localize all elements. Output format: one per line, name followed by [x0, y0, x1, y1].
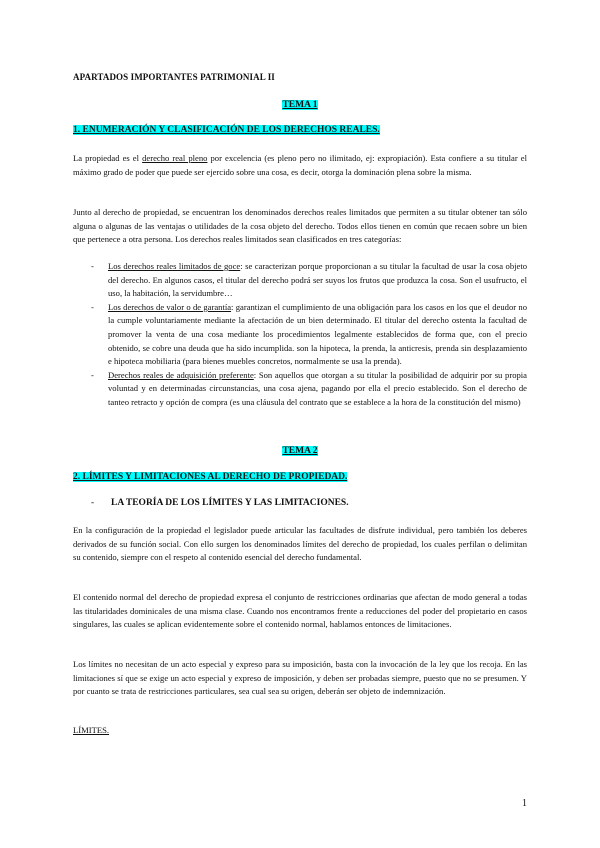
paragraph-configuracion: En la configuración de la propiedad el legislador puede articular las facultades de disfrute individual, pero también los deberes derivados de su función social. Con ello surgen los denominados límites del derecho de propiedad, los cuales perfilan o delimitan su contenido, siempre con el respeto al contenido esencial del derecho fundamental. — [73, 525, 527, 563]
paragraph-propiedad: La propiedad es el derecho real pleno por excelencia (es pleno pero no ilimitado, ej: expropiación). Esta confiere a su titular el máximo grado de poder que puede ser ejercido sobre una cosa, es decir, otorga la dominación plena sobre la misma. — [73, 153, 527, 177]
section-2-heading: 2. LÍMITES Y LIMITACIONES AL DERECHO DE PROPIEDAD. — [73, 472, 348, 482]
document-title: APARTADOS IMPORTANTES PATRIMONIAL II — [73, 72, 275, 82]
rights-list — [91, 260, 527, 410]
tema-2-heading: TEMA 2 — [282, 446, 318, 456]
paragraph-derechos-limitados: Junto al derecho de propiedad, se encuentran los denominados derechos reales limitados que permiten a su titular obtener tan sólo alguna o algunas de las ventajas o utilidades de la cosa objeto del derecho. Todos ellos tienen en común que recaen sobre un bien que pertenece a otra persona. Los derechos reales limitados sean clasificados en tres categorías: — [73, 207, 527, 245]
paragraph-contenido-normal: El contenido normal del derecho de propiedad expresa el conjunto de restricciones ordinarias que afectan de modo general a todas las titularidades dominicales de una misma clase. Cuando nos encontramos frente a reducciones del poder del propietario en casos singulares, las cuales se aplican evidentemente sobre el contenido normal, hablamos entonces de limitaciones. — [73, 592, 527, 630]
page-number: 1 — [522, 798, 527, 809]
limites-heading: LÍMITES. — [73, 725, 110, 735]
list-item: - Los derechos de valor o de garantía: garantizan el cumplimiento de una obligación para los casos en los que el deudor no la cumple voluntariamente mediante la afectación de un bien determinado. El titular del derecho ostenta la facultad de promover la venta de una cosa mediante los procedimientos legalmente establecidos de forma que, con el precio obtenido, se cobre una deuda que ha sido incumplida. son la hipoteca, la prenda, la anticresis, prenda sin desplazamiento e hipoteca mobiliaria (para bienes muebles concretos, normalmente se usa la prenda). — [91, 301, 527, 369]
paragraph-limites: Los límites no necesitan de un acto especial y expreso para su imposición, basta con la invocación de la ley que los recoja. En las limitaciones sí que se exige un acto especial y expreso de imposición, y deben ser probadas siempre, puesto que no se presumen. Y por cuanto se trata de restricciones particulares, sea cual sea su origen, deberán ser objeto de indemnización. — [73, 659, 527, 697]
subheading-teoria: - LA TEORÍA DE LOS LÍMITES Y LAS LIMITACIONES. — [91, 498, 349, 508]
list-item: - Derechos reales de adquisición preferente: Son aquellos que otorgan a su titular la posibilidad de adquirir por su propia voluntad y en determinadas circunstancias, una cosa ajena, pagando por ella el precio establecido. Son el derecho de tanteo retracto y opción de compra (es una cláusula del contrato que se establece a la hora de la constitución del mismo) — [91, 369, 527, 410]
section-1-heading: 1. ENUMERACIÓN Y CLASIFICACIÓN DE LOS DERECHOS REALES. — [73, 125, 380, 135]
list-item: - Los derechos reales limitados de goce: se caracterizan porque proporcionan a su titular la facultad de usar la cosa objeto del derecho. En algunos casos, el titular del derecho podrá ser suyos los frutos que produzca la cosa. Son el usufructo, el uso, la habitación, la servidumbre… — [91, 260, 527, 301]
tema-1-heading: TEMA 1 — [282, 100, 318, 110]
